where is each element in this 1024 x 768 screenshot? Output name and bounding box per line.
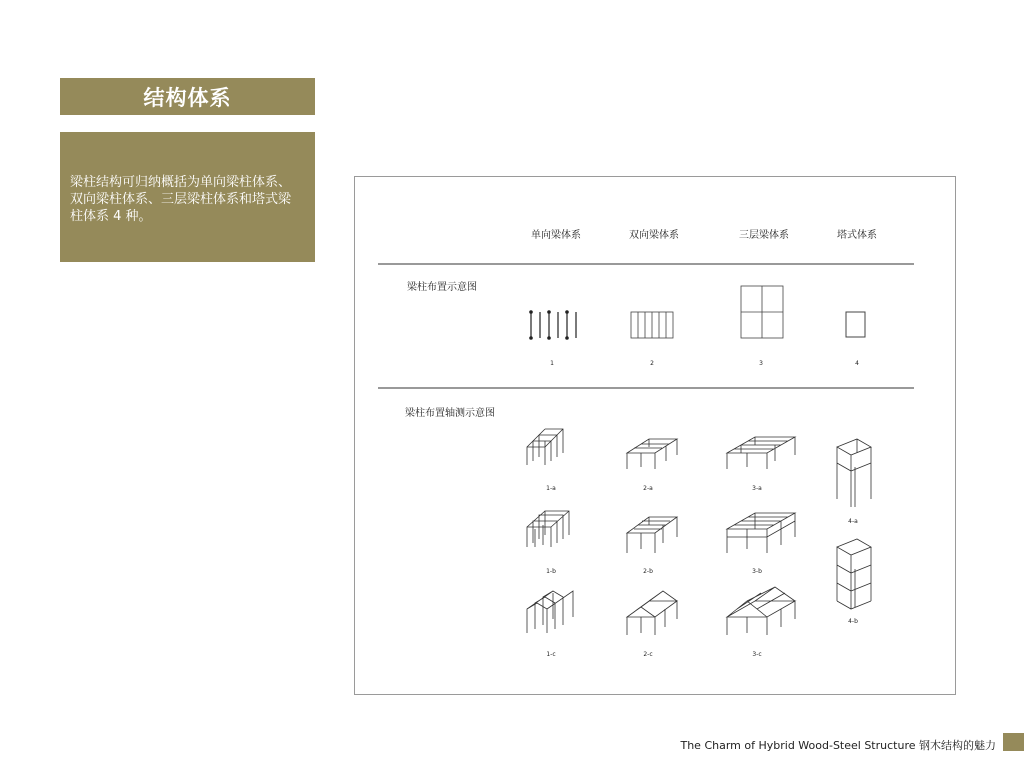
iso-label-3a: 3-a — [752, 485, 762, 492]
column-header-1: 单向梁体系 — [531, 230, 581, 241]
row-label-plan: 梁柱布置示意图 — [407, 282, 477, 293]
iso-label-1c: 1-c — [546, 651, 556, 658]
row-label-axonometric: 梁柱布置轴测示意图 — [405, 408, 495, 419]
iso-diagram-1a — [527, 429, 563, 465]
iso-label-1a: 1-a — [546, 485, 556, 492]
iso-diagram-3b — [727, 513, 795, 553]
iso-label-4a: 4-a — [848, 518, 858, 525]
iso-diagram-4a — [837, 439, 871, 507]
footer-accent-square — [1003, 733, 1024, 751]
section-title: 结构体系 — [143, 85, 232, 110]
plan-diagram-3 — [741, 286, 783, 338]
structure-diagram — [354, 176, 956, 695]
iso-diagram-2c — [627, 591, 677, 635]
iso-diagram-3c — [727, 587, 795, 635]
plan-label-2: 2 — [650, 360, 654, 367]
plan-diagram-4 — [846, 312, 865, 337]
description-box — [60, 132, 315, 262]
iso-label-2b: 2-b — [643, 568, 653, 575]
plan-diagram-1 — [530, 311, 576, 339]
footer-caption: The Charm of Hybrid Wood-Steel Structure 钢木结构的魅力 — [680, 739, 996, 752]
column-header-3: 三层梁体系 — [739, 230, 789, 241]
iso-label-2c: 2-c — [643, 651, 653, 658]
iso-label-3c: 3-c — [752, 651, 762, 658]
iso-diagram-1b — [527, 511, 569, 547]
column-header-4: 塔式体系 — [837, 230, 877, 241]
iso-label-1b: 1-b — [546, 568, 556, 575]
iso-diagram-2b — [627, 517, 677, 553]
iso-diagram-3a — [727, 437, 795, 469]
description-text: 梁柱结构可归纳概括为单向梁柱体系、双向梁柱体系、三层梁柱体系和塔式梁柱体系 4 种。 — [70, 175, 292, 224]
column-header-2: 双向梁体系 — [629, 230, 679, 241]
section-title-bar — [60, 78, 315, 115]
iso-label-4b: 4-b — [848, 618, 858, 625]
iso-label-3b: 3-b — [752, 568, 762, 575]
plan-label-3: 3 — [759, 360, 763, 367]
iso-diagram-4b — [837, 539, 871, 609]
iso-diagram-2a — [627, 439, 677, 469]
iso-label-2a: 2-a — [643, 485, 653, 492]
plan-diagram-2 — [631, 312, 673, 338]
iso-diagram-1c — [527, 591, 573, 633]
plan-label-1: 1 — [550, 360, 554, 367]
plan-label-4: 4 — [855, 360, 859, 367]
